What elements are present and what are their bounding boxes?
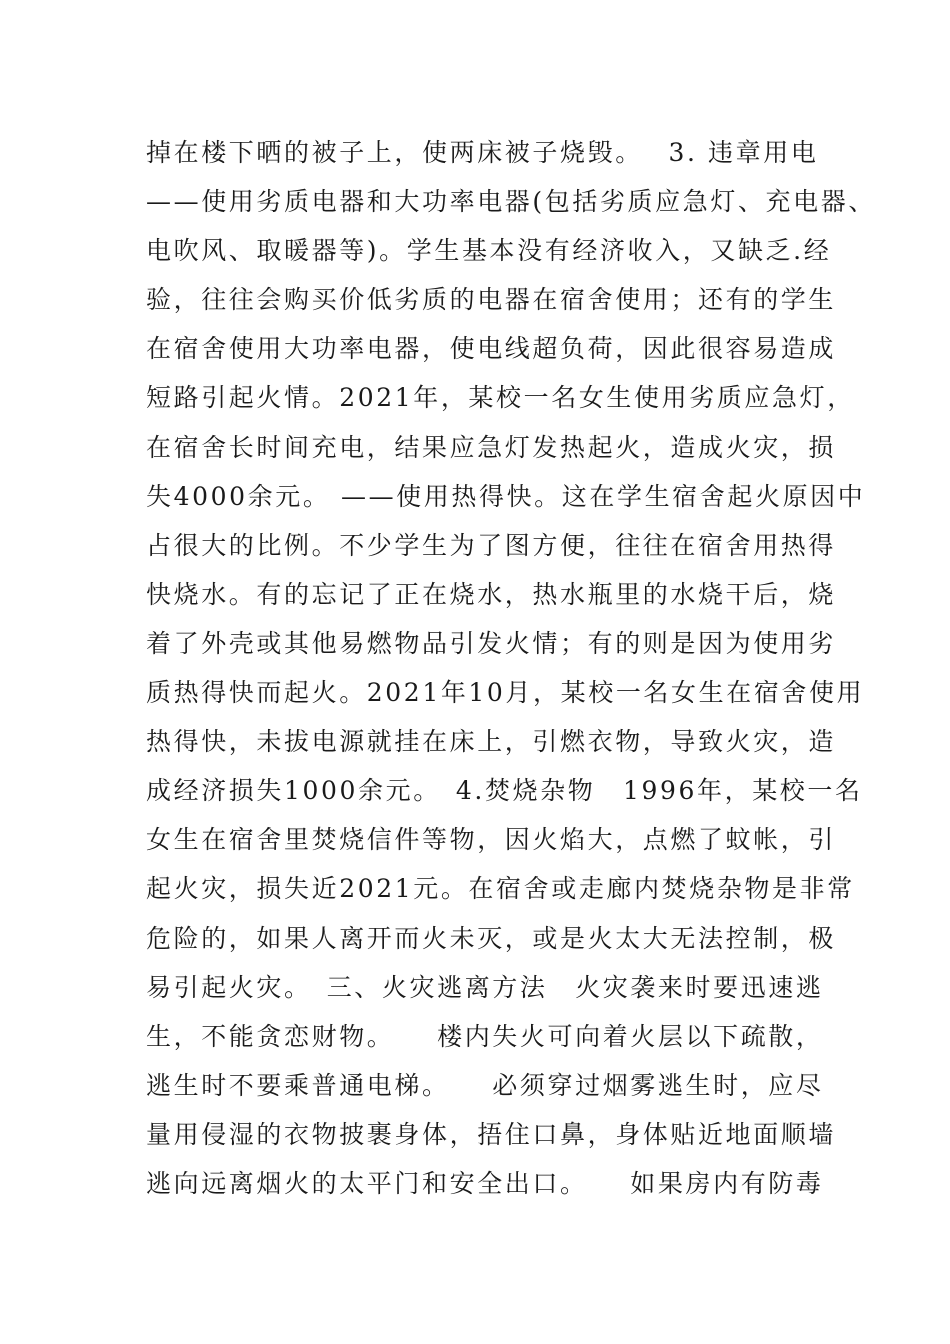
text-line: 在宿舍长时间充电，结果应急灯发热起火，造成火灾，损 — [146, 432, 837, 462]
text-line: 电吹风、取暖器等)。学生基本没有经济收入，又缺乏.经 — [146, 236, 832, 266]
body-text — [146, 133, 876, 1213]
text-line: 逃向远离烟火的太平门和安全出口。 如果房内有防毒 — [146, 1168, 824, 1198]
text-line: 失4000余元。 ——使用热得快。这在学生宿舍起火原因中 — [146, 481, 866, 511]
text-line: 起火灾，损失近2021元。在宿舍或走廊内焚烧杂物是非常 — [146, 874, 855, 904]
text-line: 生，不能贪恋财物。 楼内失火可向着火层以下疏散， — [146, 1021, 824, 1051]
text-line: 危险的，如果人离开而火未灭，或是火太大无法控制，极 — [146, 923, 837, 953]
text-line: 占很大的比例。不少学生为了图方便，往往在宿舍用热得 — [146, 530, 837, 560]
text-line: 在宿舍使用大功率电器，使电线超负荷，因此很容易造成 — [146, 334, 837, 364]
text-line: 易引起火灾。 三、火灾逃离方法 火灾袭来时要迅速逃 — [146, 972, 824, 1002]
text-line: 女生在宿舍里焚烧信件等物，因火焰大，点燃了蚊帐，引 — [146, 825, 837, 855]
text-line: 成经济损失1000余元。 4.焚烧杂物 1996年，某校一名 — [146, 776, 863, 806]
text-line: 快烧水。有的忘记了正在烧水，热水瓶里的水烧干后，烧 — [146, 579, 837, 609]
text-line: 掉在楼下晒的被子上，使两床被子烧毁。 3. 违章用电 — [146, 138, 819, 167]
text-line: ——使用劣质电器和大功率电器(包括劣质应急灯、充电器、 — [146, 187, 876, 217]
text-line: 热得快，未拔电源就挂在床上，引燃衣物，导致火灾，造 — [146, 727, 837, 757]
text-line: 验，往往会购买价低劣质的电器在宿舍使用；还有的学生 — [146, 285, 837, 315]
text-line: 着了外壳或其他易燃物品引发火情；有的则是因为使用劣 — [146, 628, 837, 658]
text-line: 量用侵湿的衣物披裹身体，捂住口鼻，身体贴近地面顺墙 — [146, 1119, 837, 1149]
text-line: 质热得快而起火。2021年10月，某校一名女生在宿舍使用 — [146, 678, 865, 708]
text-line: 逃生时不要乘普通电梯。 必须穿过烟雾逃生时，应尽 — [146, 1070, 824, 1100]
text-line: 短路引起火情。2021年，某校一名女生使用劣质应急灯， — [146, 383, 855, 413]
